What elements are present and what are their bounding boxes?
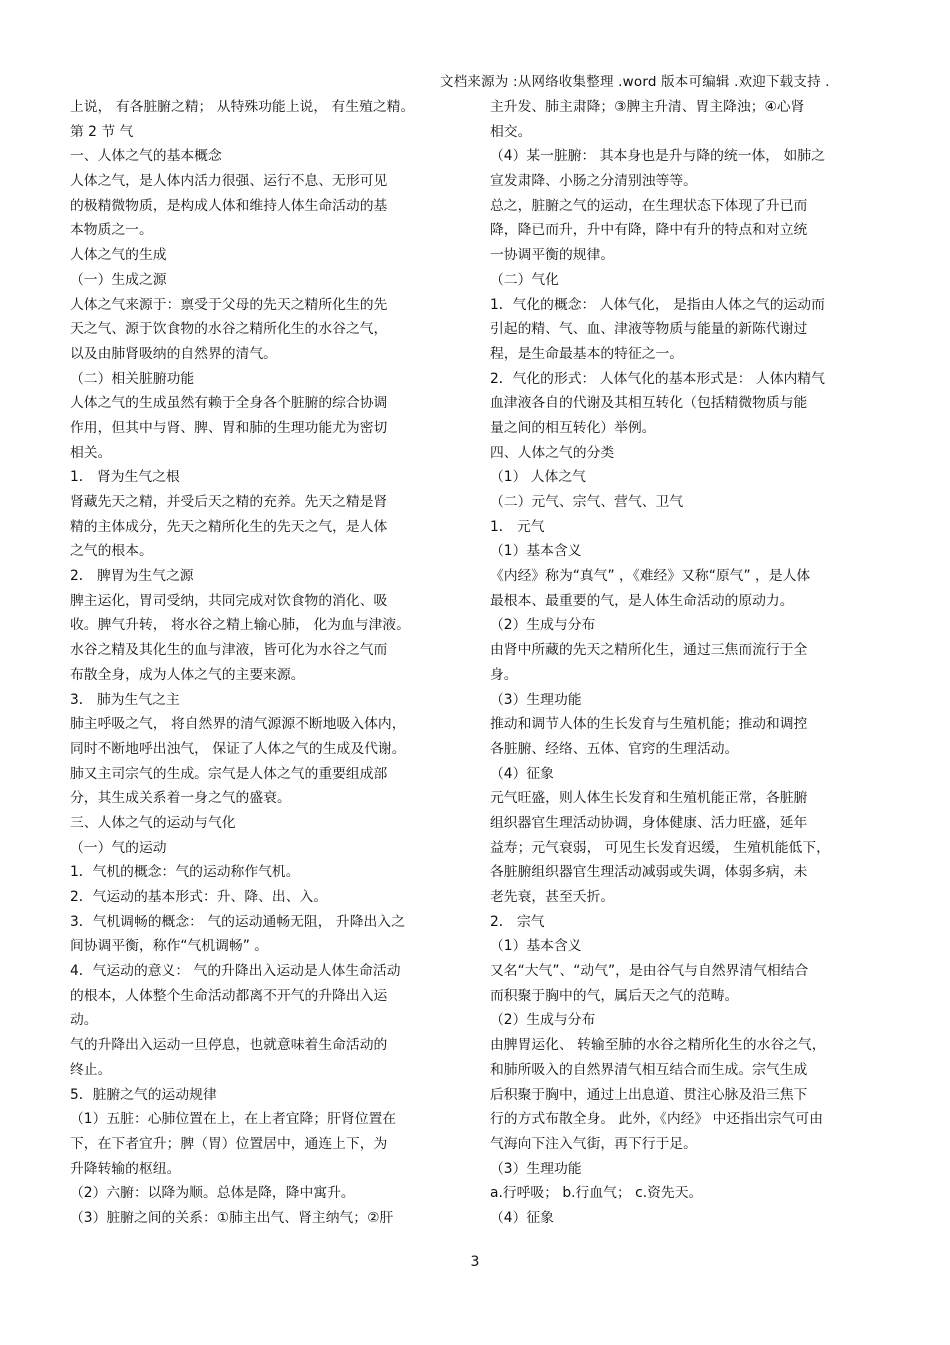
text-line: （4）征象: [490, 1209, 554, 1226]
text-line: 量之间的相互转化）举例。: [490, 419, 656, 436]
text-line: 行的方式布散全身。 此外，《内经》 中还指出宗气可由: [490, 1111, 823, 1128]
text-line: （2）生成与分布: [490, 617, 596, 634]
text-line: 4．气运动的意义： 气的升降出入运动是人体生命活动: [70, 963, 401, 980]
text-line: 以及由肺肾吸纳的自然界的清气。: [70, 345, 277, 362]
text-line: 2．气化的形式： 人体气化的基本形式是： 人体内精气: [490, 370, 825, 387]
text-line: 最根本、最重要的气，是人体生命活动的原动力。: [490, 592, 794, 609]
text-line: 升降转输的枢纽。: [70, 1160, 181, 1177]
text-line: 作用，但其中与肾、脾、胃和肺的生理功能尤为密切: [70, 419, 388, 436]
text-line: 三、人体之气的运动与气化: [70, 814, 236, 831]
text-line: 人体之气，是人体内活力很强、运行不息、无形可见: [70, 173, 388, 190]
text-line: 血津液各自的代谢及其相互转化（包括精微物质与能: [490, 395, 808, 412]
text-line: 1． 元气: [490, 518, 545, 535]
text-line: 3．气机调畅的概念： 气的运动通畅无阻， 升降出入之: [70, 913, 405, 930]
text-line: 1．气机的概念：气的运动称作气机。: [70, 864, 300, 881]
text-line: 《内经》称为“真气” ，《难经》又称“原气” ，是人体: [490, 568, 811, 585]
text-line: 后积聚于胸中，通过上出息道、贯注心脉及沿三焦下: [490, 1086, 808, 1103]
text-line: 2． 脾胃为生气之源: [70, 568, 194, 585]
text-line: 益寿；元气衰弱， 可见生长发育迟缓， 生殖机能低下，: [490, 839, 830, 856]
text-line: 而积聚于胸中的气，属后天之气的范畴。: [490, 987, 739, 1004]
text-line: 各脏腑组织器官生理活动减弱或失调，体弱多病，未: [490, 864, 808, 881]
text-line: 由脾胃运化、 转输至肺的水谷之精所化生的水谷之气，: [490, 1037, 826, 1054]
text-line: 2．气运动的基本形式：升、降、出、入。: [70, 889, 328, 905]
text-line: 程，是生命最基本的特征之一。: [490, 345, 684, 362]
document-source-header: 文档来源为 :从网络收集整理 .word 版本可编辑 .欢迎下载支持 .: [440, 74, 830, 90]
text-line: （2）六腑：以降为顺。总体是降，降中寓升。: [70, 1185, 355, 1202]
text-line: （二）元气、宗气、营气、卫气: [490, 494, 684, 510]
text-line: 人体之气来源于：禀受于父母的先天之精所化生的先: [70, 296, 388, 313]
text-line: 终止。: [70, 1061, 112, 1078]
text-line: 第 2 节 气: [70, 123, 134, 140]
text-line: 四、人体之气的分类: [490, 444, 615, 461]
text-line: 布散全身，成为人体之气的主要来源。: [70, 666, 305, 683]
text-line: （一）气的运动: [70, 839, 167, 856]
text-line: （1）基本含义: [490, 543, 582, 560]
text-line: 5．脏腑之气的运动规律: [70, 1086, 217, 1103]
text-line: 天之气、源于饮食物的水谷之精所化生的水谷之气，: [70, 321, 388, 338]
text-line: 的根本，人体整个生命活动都离不开气的升降出入运: [70, 987, 388, 1004]
text-line: 之气的根本。: [70, 543, 153, 560]
text-line: 精的主体成分，先天之精所化生的先天之气，是人体: [70, 518, 388, 535]
text-line: （一）生成之源: [70, 271, 167, 288]
text-line: 肺主呼吸之气， 将自然界的清气源源不断地吸入体内，: [70, 716, 406, 733]
text-line: a.行呼吸； b.行血气； c.资先天。: [490, 1185, 703, 1202]
text-line: 2． 宗气: [490, 913, 545, 930]
text-line: 组织器官生理活动协调，身体健康、活力旺盛，延年: [490, 814, 808, 831]
text-line: （4）某一脏腑： 其本身也是升与降的统一体， 如肺之: [490, 148, 825, 165]
text-line: 宣发肃降、小肠之分清别浊等等。: [490, 173, 697, 190]
text-line: 人体之气的生成: [70, 247, 167, 264]
text-line: 1． 肾为生气之根: [70, 469, 180, 486]
text-line: 主升发、肺主肃降；③脾主升清、胃主降浊；④心肾: [490, 99, 805, 115]
text-line: （1）基本含义: [490, 938, 582, 955]
text-line: 下，在下者宜升；脾（胃）位置居中，通连上下，为: [70, 1135, 388, 1152]
text-line: （二）气化: [490, 271, 559, 288]
text-line: （4）征象: [490, 765, 554, 782]
text-line: 身。: [490, 666, 518, 683]
text-line: 气海向下注入气街，再下行于足。: [490, 1135, 697, 1152]
text-line: （2）生成与分布: [490, 1012, 596, 1029]
text-line: 和肺所吸入的自然界清气相互结合而生成。宗气生成: [490, 1061, 808, 1078]
text-line: 相关。: [70, 444, 112, 461]
text-line: 动。: [70, 1012, 98, 1029]
text-line: （3）生理功能: [490, 1160, 582, 1177]
text-line: 上说， 有各脏腑之精； 从特殊功能上说， 有生殖之精。: [70, 99, 415, 115]
text-line: 脾主运化，胃司受纳，共同完成对饮食物的消化、吸: [70, 592, 388, 609]
text-line: 肾藏先天之精，并受后天之精的充养。先天之精是肾: [70, 494, 388, 510]
text-line: 水谷之精及其化生的血与津液，皆可化为水谷之气而: [70, 642, 388, 659]
text-line: 由肾中所藏的先天之精所化生，通过三焦而流行于全: [490, 642, 808, 659]
page-number: 3: [470, 1254, 480, 1270]
text-line: 各脏腑、经络、五体、官窍的生理活动。: [490, 740, 739, 757]
text-line: 又名“大气”、“动气”，是由谷气与自然界清气相结合: [490, 963, 809, 980]
text-line: 总之，脏腑之气的运动，在生理状态下体现了升已而: [490, 197, 808, 214]
text-line: 本物质之一。: [70, 222, 153, 239]
text-line: （1） 人体之气: [490, 469, 586, 486]
text-line: 推动和调节人体的生长发育与生殖机能；推动和调控: [490, 716, 808, 733]
text-line: 一协调平衡的规律。: [490, 247, 615, 264]
text-line: 肺又主司宗气的生成。宗气是人体之气的重要组成部: [70, 765, 388, 782]
text-line: 的极精微物质，是构成人体和维持人体生命活动的基: [70, 197, 388, 214]
text-line: （1）五脏：心肺位置在上，在上者宜降；肝肾位置在: [70, 1111, 397, 1128]
text-line: 分，其生成关系着一身之气的盛衰。: [70, 790, 291, 807]
text-line: （二）相关脏腑功能: [70, 370, 195, 387]
text-line: 元气旺盛，则人体生长发育和生殖机能正常，各脏腑: [490, 790, 808, 807]
text-line: 气的升降出入运动一旦停息，也就意味着生命活动的: [70, 1037, 388, 1054]
text-line: 1．气化的概念： 人体气化， 是指由人体之气的运动而: [490, 296, 825, 313]
text-line: 老先衰，甚至夭折。: [490, 889, 615, 905]
text-line: 一、人体之气的基本概念: [70, 148, 222, 165]
text-line: 引起的精、气、血、津液等物质与能量的新陈代谢过: [490, 321, 808, 338]
text-line: 间协调平衡，称作“气机调畅” 。: [70, 938, 269, 955]
text-line: 相交。: [490, 123, 532, 140]
text-line: （3）脏腑之间的关系：①肺主出气、肾主纳气；②肝: [70, 1209, 394, 1226]
right-column: [490, 95, 885, 1231]
text-line: 人体之气的生成虽然有赖于全身各个脏腑的综合协调: [70, 395, 388, 412]
text-line: （3）生理功能: [490, 691, 582, 708]
text-line: 3． 肺为生气之主: [70, 691, 180, 708]
left-column: [70, 95, 455, 1231]
text-line: 降，降已而升，升中有降，降中有升的特点和对立统: [490, 222, 808, 239]
text-line: 收。脾气升转， 将水谷之精上输心肺， 化为血与津液。: [70, 617, 410, 634]
text-line: 同时不断地呼出浊气， 保证了人体之气的生成及代谢。: [70, 740, 406, 757]
